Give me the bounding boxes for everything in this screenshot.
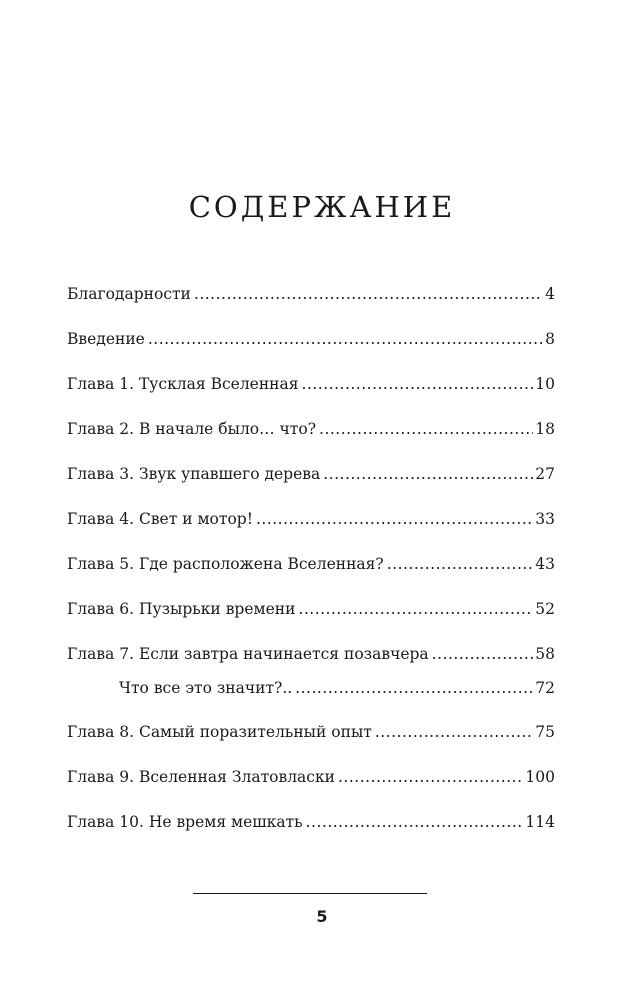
toc-entry-label: Глава 6. Пузырьки времени	[67, 600, 296, 618]
toc-entry-chapter-3[interactable]	[67, 465, 555, 491]
dot-leader	[306, 813, 524, 831]
toc-entry-label: Глава 10. Не время мешкать	[67, 813, 303, 831]
toc-entry-page: 4	[545, 285, 555, 303]
toc-entry-chapter-9[interactable]	[67, 768, 555, 794]
toc-entry-page: 72	[535, 679, 555, 697]
toc-entry-page: 27	[535, 465, 555, 483]
toc-entry-introduction[interactable]	[67, 330, 555, 356]
dot-leader	[148, 330, 543, 348]
dot-leader	[375, 723, 533, 741]
toc-entry-page: 43	[535, 555, 555, 573]
toc-entry-label: Глава 9. Вселенная Златовласки	[67, 768, 335, 786]
toc-entry-label: Глава 1. Тусклая Вселенная	[67, 375, 299, 393]
dot-leader	[256, 510, 533, 528]
toc-entry-label: Что все это значит?..	[119, 679, 293, 697]
toc-entry-page: 52	[535, 600, 555, 618]
toc-entry-label: Глава 2. В начале было… что?	[67, 420, 317, 438]
page-title: СОДЕРЖАНИЕ	[188, 190, 456, 224]
toc-entry-label: Благодарности	[67, 285, 191, 303]
toc-entry-page: 18	[535, 420, 555, 438]
toc-entry-chapter-4[interactable]	[67, 510, 555, 536]
dot-leader	[302, 375, 534, 393]
dot-leader	[387, 555, 534, 573]
footer-divider	[193, 893, 427, 894]
toc-entry-page: 58	[535, 645, 555, 663]
toc-entry-label: Глава 5. Где расположена Вселенная?	[67, 555, 384, 573]
toc-entry-label: Глава 7. Если завтра начинается позавчера	[67, 645, 429, 663]
toc-entry-label: Глава 3. Звук упавшего дерева	[67, 465, 321, 483]
dot-leader	[194, 285, 543, 303]
toc-entry-chapter-6[interactable]	[67, 600, 555, 626]
toc-entry-label: Глава 4. Свет и мотор!	[67, 510, 253, 528]
page-number: 5	[316, 907, 328, 926]
dot-leader	[319, 420, 533, 438]
toc-entry-chapter-5[interactable]	[67, 555, 555, 581]
toc-entry-chapter-7-sub[interactable]	[67, 679, 555, 705]
toc-entry-page: 8	[545, 330, 555, 348]
toc-entry-chapter-2[interactable]	[67, 420, 555, 446]
dot-leader	[432, 645, 534, 663]
toc-entry-page: 114	[525, 813, 555, 831]
dot-leader	[295, 679, 533, 697]
toc-entry-label: Введение	[67, 330, 145, 348]
toc-entry-chapter-7[interactable]	[67, 645, 555, 671]
toc-entry-chapter-10[interactable]	[67, 813, 555, 839]
toc-entry-acknowledgements[interactable]	[67, 285, 555, 311]
toc-entry-chapter-1[interactable]	[67, 375, 555, 401]
dot-leader	[298, 600, 533, 618]
toc-entry-chapter-8[interactable]	[67, 723, 555, 749]
toc-entry-page: 75	[535, 723, 555, 741]
toc-entry-page: 100	[525, 768, 555, 786]
dot-leader	[323, 465, 533, 483]
toc-entry-page: 10	[535, 375, 555, 393]
toc-entry-page: 33	[535, 510, 555, 528]
toc-entry-label: Глава 8. Самый поразительный опыт	[67, 723, 372, 741]
dot-leader	[338, 768, 523, 786]
